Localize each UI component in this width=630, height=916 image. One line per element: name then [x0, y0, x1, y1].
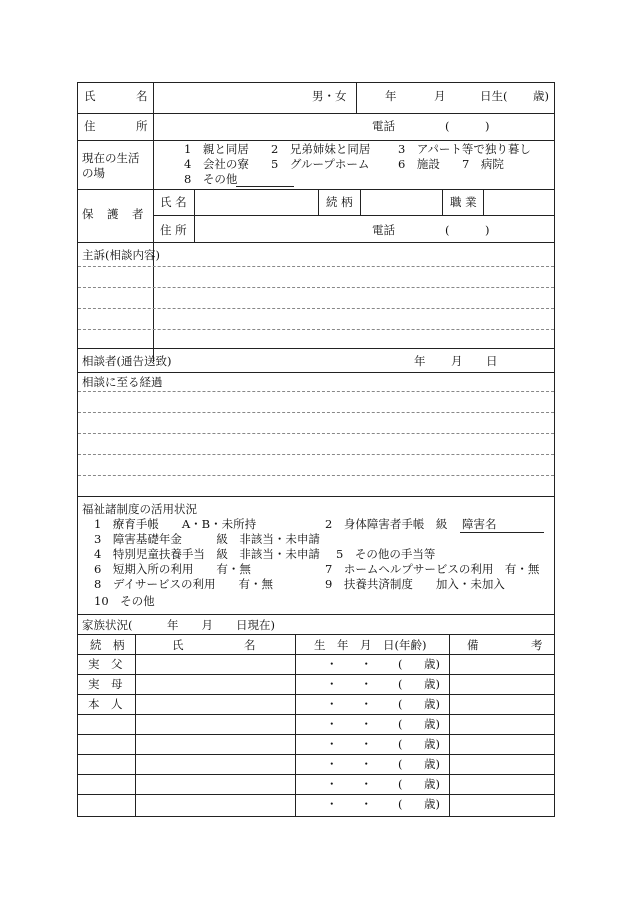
divider: [442, 189, 443, 216]
divider: [77, 348, 555, 349]
guardian-phone-paren-close: ): [485, 223, 490, 237]
divider: [77, 496, 555, 497]
family-birth-dots[interactable]: ・ ・: [326, 677, 372, 691]
family-header-note-right: 考: [531, 638, 543, 652]
complaint-line[interactable]: [78, 308, 554, 309]
welfare-item: 6 短期入所の利用 有・無: [94, 562, 251, 576]
complaint-line[interactable]: [78, 287, 554, 288]
label-column-divider: [153, 82, 154, 362]
welfare-item: 9 扶養共済制度 加入・未加入: [325, 577, 505, 591]
family-relation-cell[interactable]: 実 父: [88, 657, 123, 671]
welfare-item: 8 デイサービスの利用 有・無: [94, 577, 274, 591]
family-note-cell[interactable]: [450, 775, 554, 793]
living-label-1: 現在の生活: [82, 151, 140, 165]
guardian-phone-label: 電話: [372, 223, 395, 237]
divider: [77, 372, 555, 373]
family-age-paren-close: 歳): [424, 657, 440, 671]
living-option[interactable]: 4 会社の寮: [184, 157, 249, 171]
family-note-cell[interactable]: [450, 735, 554, 753]
guardian-job-label: 職 業: [450, 195, 477, 209]
history-line[interactable]: [78, 475, 554, 476]
family-col-divider: [295, 634, 296, 817]
divider: [153, 215, 555, 216]
family-age-paren-open: (: [398, 737, 403, 751]
consultant-day: 日: [486, 354, 498, 368]
living-label-2: の場: [82, 166, 105, 180]
history-line[interactable]: [78, 412, 554, 413]
birth-month-label: 月: [434, 89, 446, 103]
consultant-title: 相談者(通告送致): [82, 354, 172, 368]
divider: [77, 113, 555, 114]
family-note-cell[interactable]: [450, 655, 554, 673]
consultant-year: 年: [414, 354, 426, 368]
welfare-item: 3 障害基礎年金 級 非該当・未申請: [94, 532, 320, 546]
guardian-phone-paren-open: (: [445, 223, 450, 237]
family-age-paren-close: 歳): [424, 717, 440, 731]
family-note-cell[interactable]: [450, 715, 554, 733]
family-relation-cell[interactable]: 本 人: [88, 697, 123, 711]
family-age-paren-close: 歳): [424, 757, 440, 771]
family-title: 家族状況( 年 月 日現在): [82, 618, 275, 632]
family-header-relation: 続 柄: [90, 638, 125, 652]
family-name-cell[interactable]: [136, 775, 294, 793]
family-birth-dots[interactable]: ・ ・: [326, 777, 372, 791]
name-label-left: 氏: [84, 89, 96, 103]
disability-name-line[interactable]: [460, 532, 544, 533]
birth-year-label: 年: [385, 89, 397, 103]
family-header-name-right: 名: [244, 638, 256, 652]
family-note-cell[interactable]: [450, 695, 554, 713]
guardian-name-label: 氏 名: [160, 195, 187, 209]
consultant-month: 月: [451, 354, 463, 368]
family-relation-cell[interactable]: 実 母: [88, 677, 123, 691]
divider: [77, 614, 555, 615]
family-birth-dots[interactable]: ・ ・: [326, 657, 372, 671]
family-note-cell[interactable]: [450, 675, 554, 693]
history-title: 相談に至る経過: [82, 375, 163, 389]
living-option[interactable]: 2 兄弟姉妹と同居: [271, 142, 371, 156]
welfare-item: 1 療育手帳 A・B・未所持: [94, 517, 257, 531]
family-name-cell[interactable]: [136, 795, 294, 813]
complaint-line[interactable]: [78, 266, 554, 267]
family-age-paren-open: (: [398, 757, 403, 771]
family-name-cell[interactable]: [136, 755, 294, 773]
name-label-right: 名: [136, 89, 148, 103]
family-age-paren-close: 歳): [424, 777, 440, 791]
welfare-item: 5 その他の手当等: [336, 547, 436, 561]
family-birth-dots[interactable]: ・ ・: [326, 797, 372, 811]
living-option[interactable]: 8 その他: [184, 172, 238, 186]
family-age-paren-open: (: [398, 797, 403, 811]
family-age-paren-close: 歳): [424, 797, 440, 811]
family-age-paren-open: (: [398, 777, 403, 791]
gender-field[interactable]: 男・女: [312, 89, 347, 103]
divider: [77, 140, 555, 141]
family-name-cell[interactable]: [136, 655, 294, 673]
divider: [360, 189, 361, 216]
family-age-paren-open: (: [398, 697, 403, 711]
welfare-item: 7 ホームヘルプサービスの利用 有・無: [325, 562, 540, 576]
living-option[interactable]: 5 グループホーム: [271, 157, 370, 171]
birth-day-label: 日生(: [480, 89, 508, 103]
living-option[interactable]: 1 親と同居: [184, 142, 249, 156]
family-name-cell[interactable]: [136, 695, 294, 713]
family-header-note-left: 備: [467, 638, 479, 652]
history-line[interactable]: [78, 433, 554, 434]
family-age-paren-open: (: [398, 657, 403, 671]
family-birth-dots[interactable]: ・ ・: [326, 757, 372, 771]
address-label-right: 所: [136, 119, 148, 133]
family-birth-dots[interactable]: ・ ・: [326, 737, 372, 751]
name-birth-divider: [356, 82, 357, 114]
welfare-item: 4 特別児童扶養手当 級 非該当・未申請: [94, 547, 320, 561]
guardian-label: 保 護 者: [82, 207, 145, 221]
living-option[interactable]: 3 アパート等で独り暮し: [398, 142, 531, 156]
complaint-line[interactable]: [78, 329, 554, 330]
family-birth-dots[interactable]: ・ ・: [326, 697, 372, 711]
address-label-left: 住: [84, 119, 96, 133]
divider: [318, 189, 319, 216]
history-line[interactable]: [78, 391, 554, 392]
phone-label: 電話: [372, 119, 395, 133]
family-name-cell[interactable]: [136, 715, 294, 733]
family-header-birth: 生 年 月 日(年齢): [314, 638, 427, 652]
disability-name-label: 障害名: [462, 517, 497, 531]
guardian-relation-label: 続 柄: [326, 195, 353, 209]
divider: [77, 634, 555, 635]
living-option[interactable]: 7 病院: [462, 157, 504, 171]
family-name-cell[interactable]: [136, 675, 294, 693]
family-age-paren-close: 歳): [424, 677, 440, 691]
history-line[interactable]: [78, 454, 554, 455]
phone-paren-open: (: [445, 119, 450, 133]
living-option[interactable]: 6 施設: [398, 157, 440, 171]
age-label: 歳): [533, 89, 549, 103]
divider: [77, 242, 555, 243]
family-note-cell[interactable]: [450, 755, 554, 773]
phone-paren-close: ): [485, 119, 490, 133]
family-age-paren-close: 歳): [424, 737, 440, 751]
family-note-cell[interactable]: [450, 795, 554, 813]
other-input-line[interactable]: [236, 186, 294, 187]
complaint-title: 主訴(相談内容): [82, 248, 160, 262]
guardian-address-label: 住 所: [160, 223, 187, 237]
family-age-paren-open: (: [398, 717, 403, 731]
family-age-paren-open: (: [398, 677, 403, 691]
family-header-name-left: 氏: [172, 638, 184, 652]
welfare-item: 2 身体障害者手帳 級: [325, 517, 448, 531]
welfare-item: 10 その他: [94, 594, 155, 608]
divider: [483, 189, 484, 216]
welfare-title: 福祉諸制度の活用状況: [82, 502, 197, 516]
family-age-paren-close: 歳): [424, 697, 440, 711]
family-birth-dots[interactable]: ・ ・: [326, 717, 372, 731]
family-name-cell[interactable]: [136, 735, 294, 753]
